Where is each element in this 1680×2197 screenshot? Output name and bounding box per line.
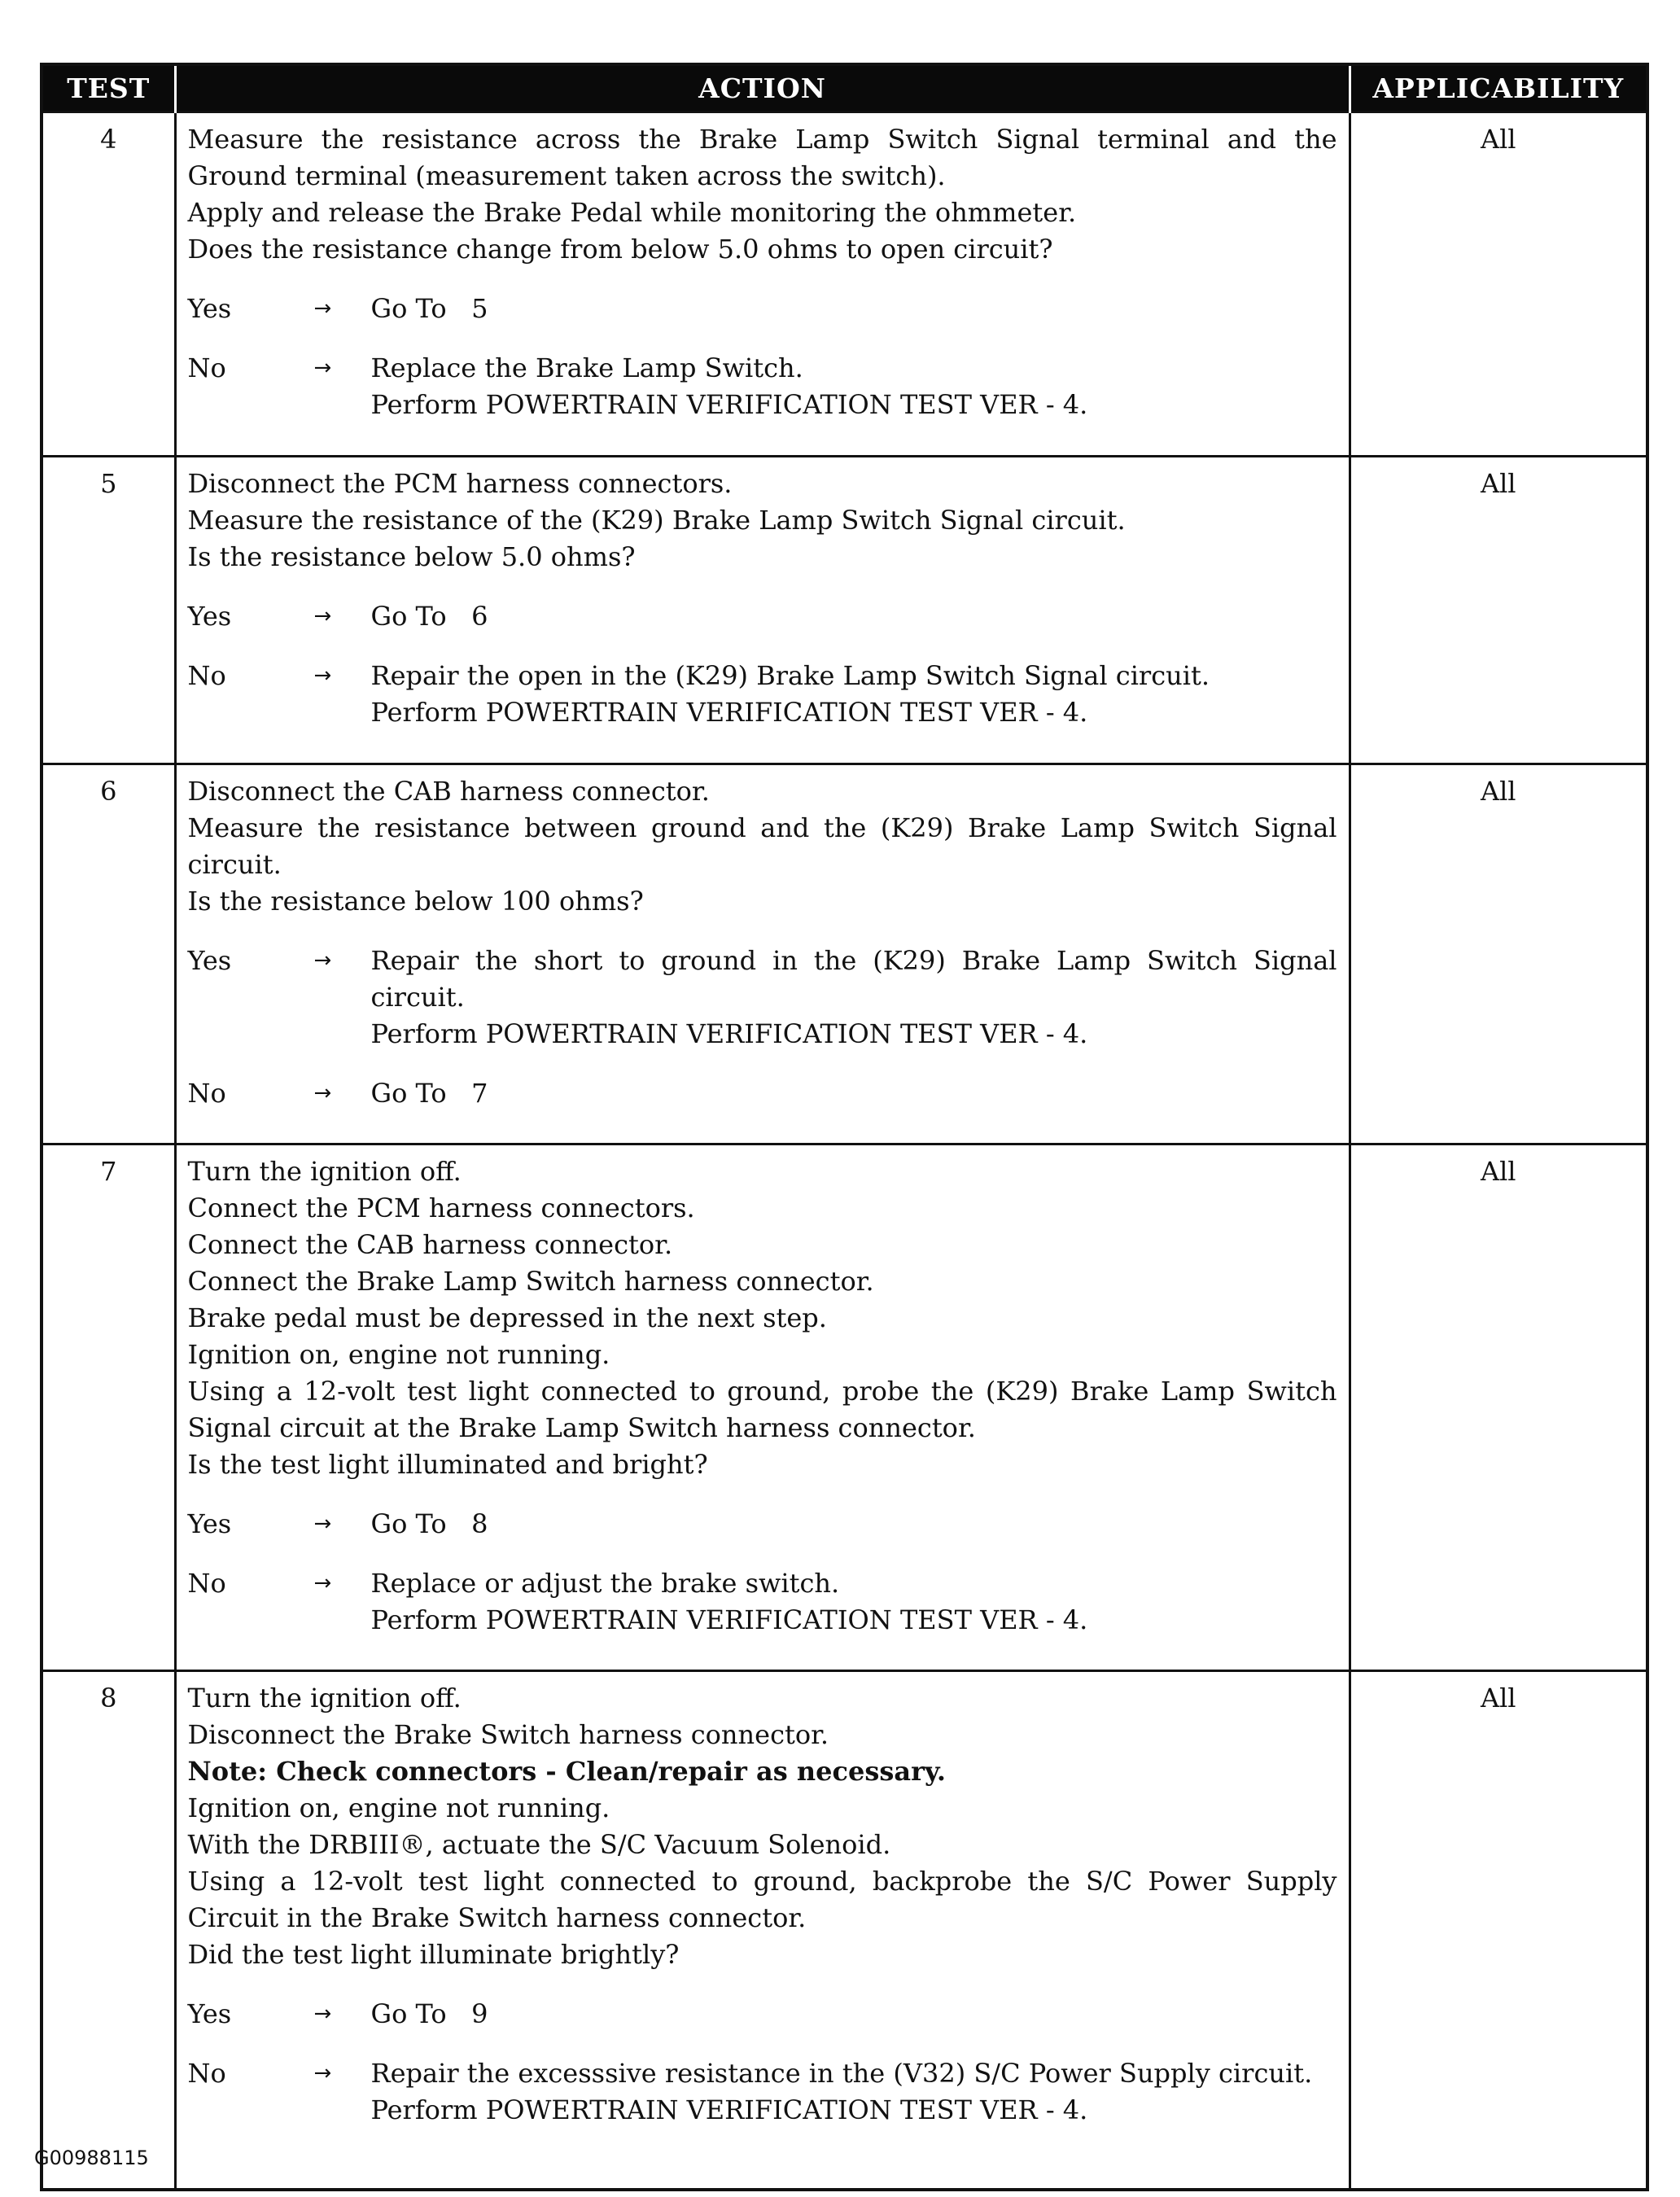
action-cell — [175, 764, 1350, 1144]
arrow-right-icon: → — [313, 604, 332, 628]
action-step: Did the test light illuminate brightly? — [187, 1939, 680, 1970]
test-number: 8 — [42, 1671, 175, 2190]
action-cell — [175, 112, 1350, 457]
diagnostic-test-table — [40, 63, 1649, 2191]
action-step: Measure the resistance between ground and the (K29) Brake Lamp Switch Signal circuit. — [187, 812, 1337, 880]
arrow-right-icon: → — [313, 1081, 332, 1105]
arrow-right-icon: → — [313, 663, 332, 688]
outcome-text: Perform POWERTRAIN VERIFICATION TEST VER - 4. — [370, 697, 1088, 728]
action-step: Disconnect the PCM harness connectors. — [187, 468, 733, 499]
arrow-right-icon: → — [313, 2002, 332, 2026]
test-number: 5 — [42, 457, 175, 764]
header-applicability: APPLICABILITY — [1350, 64, 1647, 112]
no-outcome — [188, 1075, 1337, 1112]
yes-label: Yes — [187, 945, 232, 976]
yes-outcome — [188, 598, 1337, 635]
no-label: No — [187, 352, 226, 383]
yes-label: Yes — [187, 601, 232, 632]
test-number: 6 — [42, 764, 175, 1144]
no-outcome — [188, 658, 1337, 731]
action-step: Ignition on, engine not running. — [187, 1792, 610, 1823]
applicability-cell: All — [1350, 1671, 1647, 2190]
no-label: No — [187, 1568, 226, 1599]
outcome-text: Go To 5 — [370, 293, 488, 324]
applicability-cell: All — [1350, 764, 1647, 1144]
action-step: Connect the PCM harness connectors. — [187, 1193, 695, 1223]
action-step: With the DRBIII®, actuate the S/C Vacuum Solenoid. — [187, 1829, 891, 1860]
action-step: Is the resistance below 100 ohms? — [187, 886, 644, 917]
action-step: Turn the ignition off. — [187, 1683, 462, 1713]
table-row — [42, 1671, 1647, 2190]
applicability-cell: All — [1350, 112, 1647, 457]
no-outcome — [188, 350, 1337, 423]
action-step: Disconnect the Brake Switch harness connector. — [187, 1719, 829, 1750]
action-step: Disconnect the CAB harness connector. — [187, 776, 710, 807]
header-action: ACTION — [175, 64, 1350, 112]
action-step: Is the resistance below 5.0 ohms? — [187, 541, 636, 572]
action-step: Is the test light illuminated and bright? — [187, 1449, 708, 1480]
arrow-right-icon: → — [313, 356, 332, 380]
action-step: Measure the resistance across the Brake Lamp Switch Signal terminal and the Ground terminal (measurement taken across the switch). — [187, 124, 1337, 191]
action-step: Turn the ignition off. — [187, 1156, 462, 1187]
arrow-right-icon: → — [313, 1571, 332, 1595]
yes-outcome — [188, 1506, 1337, 1543]
outcome-text: Go To 6 — [370, 601, 488, 632]
yes-outcome — [188, 1996, 1337, 2033]
note-step: Note: Check connectors - Clean/repair as necessary. — [187, 1756, 947, 1787]
arrow-right-icon: → — [313, 296, 332, 321]
no-outcome — [188, 1565, 1337, 1639]
outcome-text: Perform POWERTRAIN VERIFICATION TEST VER - 4. — [370, 2094, 1088, 2125]
action-step: Measure the resistance of the (K29) Brake Lamp Switch Signal circuit. — [187, 505, 1126, 536]
table-row — [42, 457, 1647, 764]
outcome-text: Repair the open in the (K29) Brake Lamp Switch Signal circuit. — [370, 660, 1210, 691]
yes-label: Yes — [187, 1998, 232, 2029]
outcome-text: Go To 9 — [370, 1998, 488, 2029]
test-number: 7 — [42, 1144, 175, 1671]
yes-label: Yes — [187, 1508, 232, 1539]
outcome-text: Repair the short to ground in the (K29) Brake Lamp Switch Signal circuit. — [370, 945, 1337, 1013]
action-cell — [175, 1671, 1350, 2190]
action-step: Does the resistance change from below 5.0 ohms to open circuit? — [187, 234, 1053, 265]
outcome-text: Replace or adjust the brake switch. — [370, 1568, 840, 1599]
outcome-text: Perform POWERTRAIN VERIFICATION TEST VER - 4. — [370, 389, 1088, 420]
table-row — [42, 764, 1647, 1144]
outcome-text: Go To 8 — [370, 1508, 488, 1539]
table-header-row — [42, 64, 1647, 112]
figure-id: G00988115 — [34, 2147, 149, 2169]
no-label: No — [187, 2058, 226, 2089]
action-step: Using a 12-volt test light connected to ground, probe the (K29) Brake Lamp Switch Signal circuit at the Brake Lamp Switch harness connector. — [187, 1376, 1337, 1443]
applicability-cell: All — [1350, 1144, 1647, 1671]
action-step: Connect the Brake Lamp Switch harness connector. — [187, 1266, 874, 1297]
yes-outcome — [188, 943, 1337, 1053]
action-cell — [175, 457, 1350, 764]
applicability-cell: All — [1350, 457, 1647, 764]
action-step: Brake pedal must be depressed in the next step. — [187, 1302, 827, 1333]
action-cell — [175, 1144, 1350, 1671]
no-label: No — [187, 660, 226, 691]
outcome-text: Perform POWERTRAIN VERIFICATION TEST VER - 4. — [370, 1018, 1088, 1049]
arrow-right-icon: → — [313, 2061, 332, 2085]
no-outcome — [188, 2055, 1337, 2129]
header-test: TEST — [42, 64, 175, 112]
outcome-text: Repair the excesssive resistance in the (V32) S/C Power Supply circuit. — [370, 2058, 1313, 2089]
test-number: 4 — [42, 112, 175, 457]
arrow-right-icon: → — [313, 1512, 332, 1536]
table-row — [42, 1144, 1647, 1671]
arrow-right-icon: → — [313, 948, 332, 973]
yes-label: Yes — [187, 293, 232, 324]
no-label: No — [187, 1078, 226, 1109]
action-step: Apply and release the Brake Pedal while monitoring the ohmmeter. — [187, 197, 1077, 228]
outcome-text: Go To 7 — [370, 1078, 488, 1109]
table-row — [42, 112, 1647, 457]
outcome-text: Perform POWERTRAIN VERIFICATION TEST VER - 4. — [370, 1604, 1088, 1635]
outcome-text: Replace the Brake Lamp Switch. — [370, 352, 803, 383]
action-step: Using a 12-volt test light connected to ground, backprobe the S/C Power Supply Circuit in the Brake Switch harness connector. — [187, 1866, 1337, 1933]
action-step: Connect the CAB harness connector. — [187, 1229, 673, 1260]
action-step: Ignition on, engine not running. — [187, 1339, 610, 1370]
yes-outcome — [188, 291, 1337, 327]
